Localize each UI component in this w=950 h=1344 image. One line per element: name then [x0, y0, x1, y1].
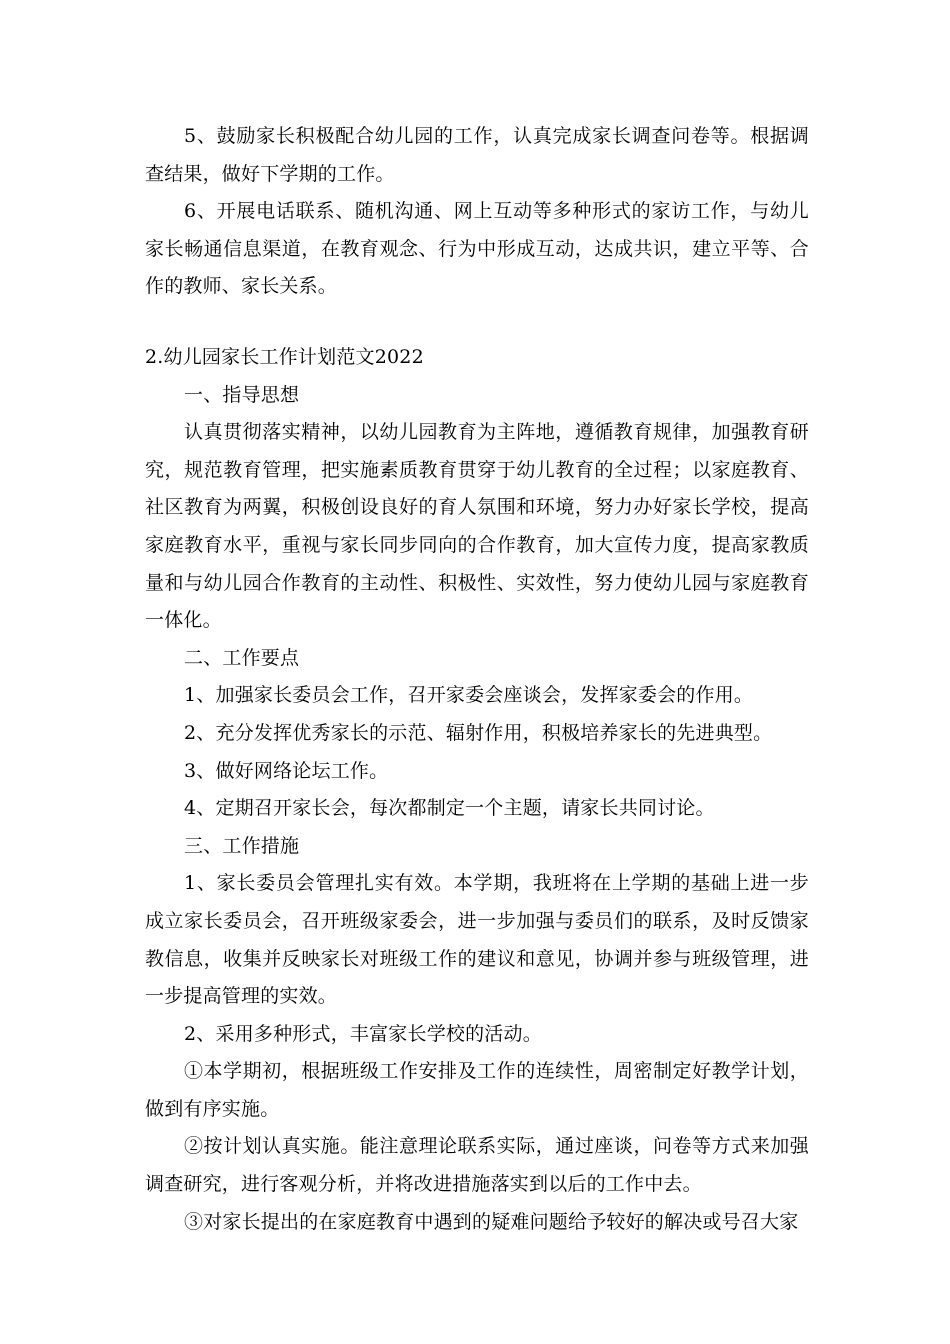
heading-work-points: 二、工作要点: [184, 646, 300, 669]
heading-work-measures: 三、工作措施: [184, 834, 300, 857]
work-point-3: 3、做好网络论坛工作。: [184, 759, 389, 782]
measure-1: 1、家长委员会管理扎实有效。本学期，我班将在上学期的基础上进一步成立家长委员会，召开班级家委会，进一步加强与委员们的联系，及时反馈家教信息，收集并反映家长对班级工作的建议和意见，协调并参与班级管理，进一步提高管理的实效。: [145, 872, 809, 1008]
heading-guiding-ideology: 一、指导思想: [184, 383, 300, 406]
measure-2: 2、采用多种形式，丰富家长学校的活动。: [184, 1022, 542, 1045]
work-point-4: 4、定期召开家长会，每次都制定一个主题，请家长共同讨论。: [184, 797, 715, 820]
paragraph-item-5: 5、鼓励家长积极配合幼儿园的工作，认真完成家长调查问卷等。根据调查结果，做好下学期的工作。: [145, 125, 809, 185]
measure-2c: ③对家长提出的在家庭教育中遇到的疑难问题给予较好的解决或号召大家: [184, 1210, 799, 1233]
work-point-1: 1、加强家长委员会工作，召开家委会座谈会，发挥家委会的作用。: [184, 684, 754, 707]
work-point-2: 2、充分发挥优秀家长的示范、辐射作用，积极培养家长的先进典型。: [184, 721, 773, 744]
section-title: 2.幼儿园家长工作计划范文2022: [145, 346, 424, 368]
measure-2a: ①本学期初，根据班级工作安排及工作的连续性，周密制定好教学计划，做到有序实施。: [145, 1060, 809, 1120]
measure-2b: ②按计划认真实施。能注意理论联系实际，通过座谈，问卷等方式来加强调查研究，进行客观分析，并将改进措施落实到以后的工作中去。: [145, 1135, 809, 1196]
text-block-top: [145, 118, 809, 306]
paragraph-item-6: 6、开展电话联系、随机沟通、网上互动等多种形式的家访工作，与幼儿家长畅通信息渠道，在教育观念、行为中形成互动，达成共识，建立平等、合作的教师、家长关系。: [145, 200, 809, 298]
text-block-main: [145, 339, 809, 1241]
paragraph-guiding-ideology: 认真贯彻落实精神，以幼儿园教育为主阵地，遵循教育规律，加强教育研究，规范教育管理，把实施素质教育贯穿于幼儿教育的全过程；以家庭教育、社区教育为两翼，积极创设良好的育人氛围和环境，努力办好家长学校，提高家庭教育水平，重视与家长同步同向的合作教育，加大宣传力度，提高家教质量和与幼儿园合作教育的主动性、积极性、实效性，努力使幼儿园与家庭教育一体化。: [145, 421, 809, 632]
